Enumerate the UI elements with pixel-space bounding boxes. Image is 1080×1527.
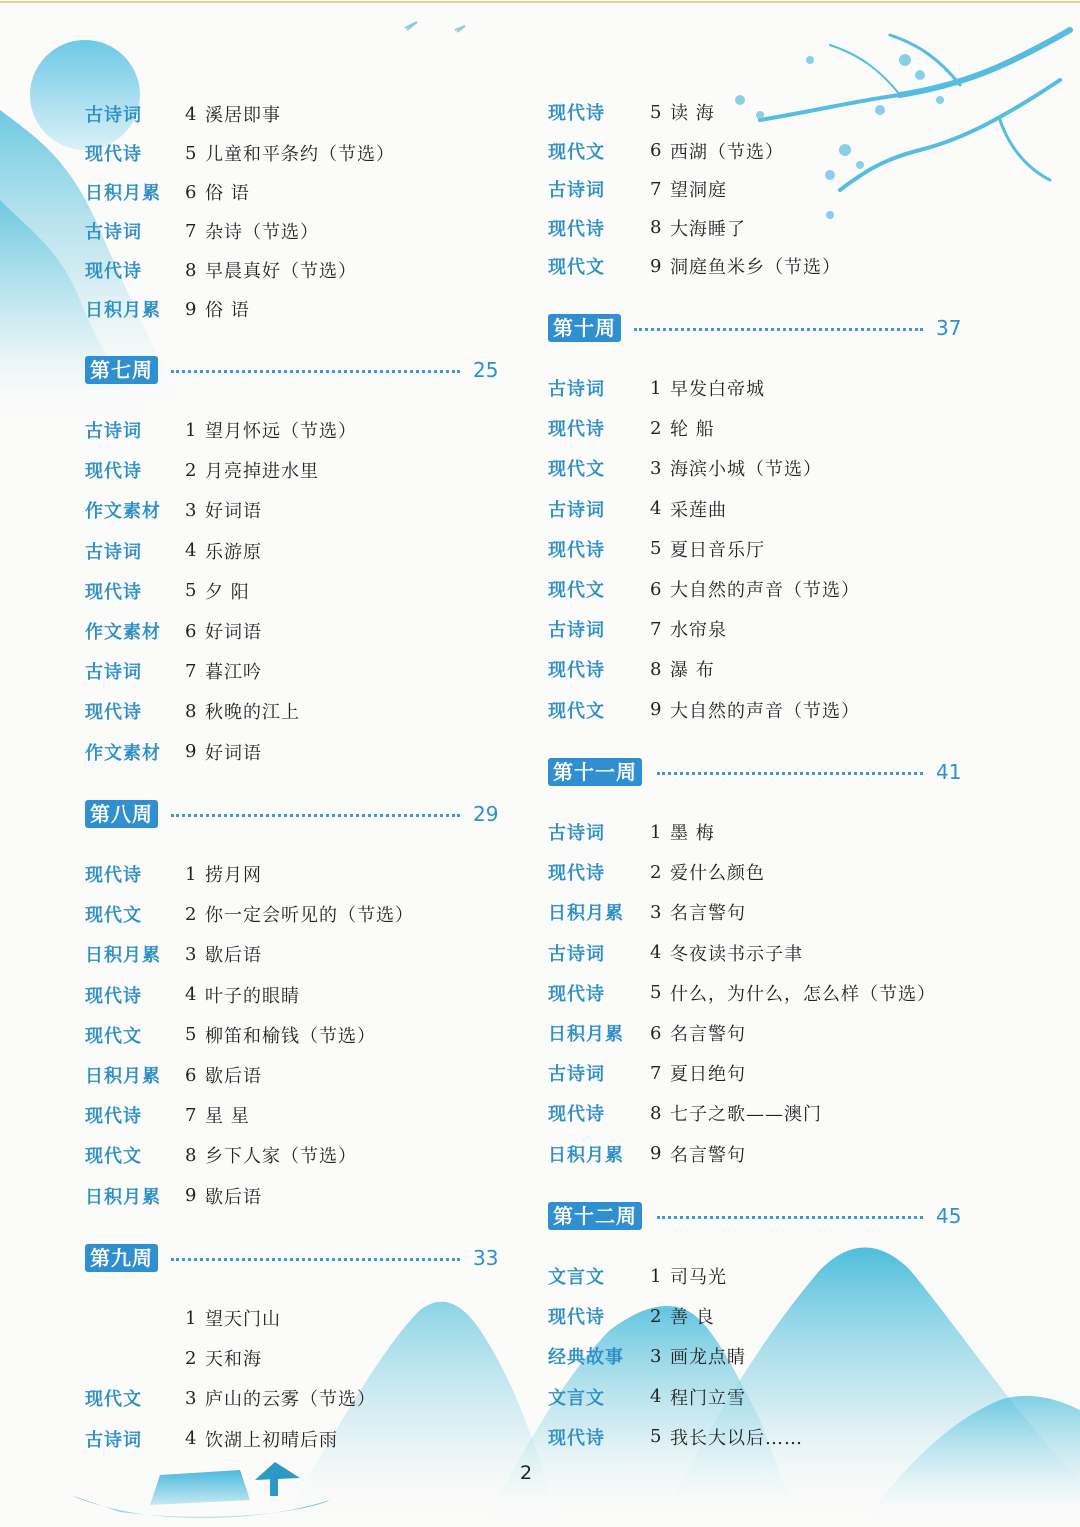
week-heading[interactable] [85, 1244, 505, 1274]
entry-title: 好词语 [205, 742, 262, 764]
week-label: 第十二周 [548, 1202, 642, 1230]
entry-category: 现代文 [548, 141, 605, 163]
entry-number: 9 [650, 699, 662, 721]
entry-title: 溪居即事 [205, 105, 281, 126]
entry-number: 8 [650, 1102, 662, 1124]
week-page-number: 33 [473, 1246, 499, 1270]
toc-entry[interactable] [548, 174, 968, 204]
entry-number: 5 [650, 1426, 662, 1448]
entry-title: 海滨小城（节选） [670, 459, 822, 481]
toc-entry[interactable] [85, 1383, 505, 1413]
entry-title: 七子之歌——澳门 [670, 1104, 822, 1126]
entry-category: 日积月累 [85, 1186, 161, 1208]
entry-number: 7 [650, 618, 662, 640]
entry-number: 3 [185, 1387, 197, 1409]
toc-entry[interactable] [548, 534, 968, 564]
toc-entry[interactable] [548, 614, 968, 644]
entry-category: 文言文 [548, 1267, 605, 1288]
entry-category: 古诗词 [85, 105, 142, 126]
toc-entry[interactable] [85, 899, 505, 929]
toc-entry[interactable] [548, 897, 968, 927]
toc-entry[interactable] [85, 696, 505, 726]
entry-category: 古诗词 [548, 1064, 605, 1086]
toc-entry[interactable] [85, 536, 505, 566]
entry-title: 乡下人家（节选） [205, 1146, 357, 1168]
toc-entry[interactable] [548, 1382, 968, 1412]
entry-category: 现代诗 [85, 865, 142, 886]
entry-number: 7 [650, 178, 662, 200]
toc-entry[interactable] [548, 373, 968, 403]
toc-entry[interactable] [85, 216, 505, 246]
entry-number: 4 [650, 942, 662, 964]
toc-entry[interactable] [548, 654, 968, 684]
entry-number: 6 [650, 1022, 662, 1044]
toc-entry[interactable] [548, 978, 968, 1008]
entry-category: 现代文 [85, 1025, 142, 1047]
entry-title: 什么，为什么，怎么样（节选） [670, 983, 936, 1005]
entry-category: 古诗词 [85, 1429, 142, 1451]
entry-category: 现代诗 [548, 660, 605, 682]
toc-entry[interactable] [548, 1058, 968, 1088]
entry-title: 读 海 [670, 103, 715, 124]
entry-title: 望洞庭 [670, 180, 727, 201]
entry-title: 善 良 [670, 1307, 715, 1329]
entry-number: 9 [650, 255, 662, 277]
toc-entry[interactable] [548, 817, 968, 847]
week-heading[interactable] [548, 1202, 968, 1232]
entry-category: 现代诗 [85, 144, 142, 165]
entry-number: 7 [185, 660, 197, 682]
entry-category: 日积月累 [85, 1066, 161, 1087]
entry-title: 轮 船 [670, 419, 715, 441]
week-heading[interactable] [85, 800, 505, 830]
toc-left-column [85, 0, 515, 1527]
entry-number: 4 [185, 984, 197, 1006]
entry-title: 程门立雪 [670, 1387, 746, 1409]
toc-entry[interactable] [85, 1303, 505, 1333]
week-label: 第十周 [548, 314, 621, 342]
entry-title: 俗 语 [205, 183, 250, 204]
entry-title: 歇后语 [205, 1186, 262, 1208]
entry-title: 杂诗（节选） [205, 222, 319, 243]
week-label: 第八周 [85, 800, 158, 828]
entry-category: 现代诗 [548, 863, 605, 885]
toc-entry[interactable] [548, 1341, 968, 1371]
entry-category: 现代文 [548, 257, 605, 278]
leader-dots [171, 814, 460, 817]
toc-entry[interactable] [548, 97, 968, 127]
entry-number: 6 [650, 578, 662, 600]
toc-entry[interactable] [548, 1422, 968, 1452]
entry-number: 9 [185, 1185, 197, 1207]
entry-title: 墨 梅 [670, 823, 715, 844]
entry-title: 大自然的声音（节选） [670, 700, 860, 722]
toc-entry[interactable] [548, 213, 968, 243]
toc-entry[interactable] [85, 1140, 505, 1170]
entry-category: 古诗词 [548, 620, 605, 642]
entry-number: 5 [650, 982, 662, 1004]
toc-right-column [548, 0, 968, 1527]
entry-number: 7 [185, 1104, 197, 1126]
entry-title: 瀑 布 [670, 660, 715, 682]
entry-category: 古诗词 [548, 943, 605, 965]
toc-entry[interactable] [85, 576, 505, 606]
entry-category: 现代诗 [548, 1104, 605, 1126]
entry-number: 4 [185, 103, 197, 125]
entry-category: 古诗词 [85, 662, 142, 684]
entry-title: 儿童和平条约（节选） [205, 144, 395, 165]
entry-number: 4 [650, 498, 662, 520]
week-page-number: 37 [936, 316, 962, 340]
entry-title: 水帘泉 [670, 620, 727, 642]
entry-title: 柳笛和榆钱（节选） [205, 1025, 376, 1047]
week-heading[interactable] [85, 356, 505, 386]
toc-entry[interactable] [85, 1424, 505, 1454]
entry-category: 现代文 [548, 580, 605, 601]
entry-number: 3 [185, 943, 197, 965]
entry-title: 名言警句 [670, 903, 746, 925]
entry-title: 冬夜读书示子聿 [670, 943, 803, 965]
entry-category: 现代诗 [548, 103, 605, 124]
entry-category: 现代诗 [548, 983, 605, 1005]
leader-dots [657, 1216, 923, 1219]
toc-entry[interactable] [85, 1181, 505, 1211]
entry-title: 秋晚的江上 [205, 702, 300, 724]
entry-category: 现代文 [85, 1389, 142, 1411]
entry-number: 8 [650, 217, 662, 238]
entry-number: 2 [185, 459, 197, 481]
entry-category: 日积月累 [548, 903, 624, 925]
entry-title: 天和海 [205, 1349, 262, 1371]
entry-title: 夏日绝句 [670, 1064, 746, 1086]
entry-number: 8 [185, 700, 197, 722]
entry-title: 望天门山 [205, 1309, 281, 1330]
entry-category: 现代诗 [85, 581, 142, 603]
entry-number: 1 [185, 863, 197, 885]
entry-number: 7 [185, 220, 197, 242]
entry-category: 日积月累 [85, 945, 161, 967]
entry-number: 5 [185, 142, 197, 164]
toc-entry[interactable] [85, 616, 505, 646]
entry-number: 1 [185, 419, 197, 441]
week-label: 第七周 [85, 356, 158, 384]
entry-category: 古诗词 [85, 541, 142, 563]
toc-entry[interactable] [85, 455, 505, 485]
toc-entry[interactable] [548, 1301, 968, 1331]
entry-title: 俗 语 [205, 300, 250, 321]
toc-entry[interactable] [548, 1139, 968, 1169]
entry-category: 文言文 [548, 1387, 605, 1409]
entry-title: 西湖（节选） [670, 141, 784, 163]
entry-category: 现代诗 [548, 419, 605, 441]
entry-number: 9 [185, 741, 197, 763]
entry-title: 早晨真好（节选） [205, 261, 357, 282]
entry-number: 2 [650, 417, 662, 439]
week-label: 第九周 [85, 1244, 158, 1272]
entry-category: 现代文 [548, 700, 605, 722]
entry-category: 古诗词 [85, 421, 142, 442]
leader-dots [634, 328, 923, 331]
entry-number: 3 [185, 499, 197, 521]
entry-number: 9 [650, 1143, 662, 1165]
entry-number: 6 [185, 181, 197, 203]
entry-category: 日积月累 [548, 1024, 624, 1045]
page-number: 2 [520, 1462, 533, 1484]
week-page-number: 29 [473, 802, 499, 826]
toc-entry[interactable] [85, 415, 505, 445]
week-label: 第十一周 [548, 758, 642, 786]
toc-entry[interactable] [548, 695, 968, 725]
entry-number: 9 [185, 298, 197, 320]
entry-category: 日积月累 [85, 183, 161, 204]
entry-category: 现代诗 [548, 539, 605, 561]
toc-entry[interactable] [85, 939, 505, 969]
entry-title: 望月怀远（节选） [205, 421, 357, 442]
entry-category: 现代诗 [548, 218, 605, 240]
toc-entry[interactable] [85, 294, 505, 324]
entry-category: 现代诗 [85, 1106, 142, 1128]
toc-entry[interactable] [85, 859, 505, 889]
entry-number: 8 [185, 259, 197, 281]
entry-number: 2 [650, 861, 662, 883]
entry-category: 作文素材 [85, 501, 161, 523]
entry-title: 乐游原 [205, 541, 262, 563]
entry-number: 8 [185, 1144, 197, 1166]
toc-entry[interactable] [548, 938, 968, 968]
entry-title: 歇后语 [205, 945, 262, 967]
entry-number: 6 [185, 1064, 197, 1086]
toc-entry[interactable] [548, 251, 968, 281]
entry-title: 叶子的眼睛 [205, 985, 300, 1007]
toc-entry[interactable] [85, 1100, 505, 1130]
toc-entry[interactable] [548, 1261, 968, 1291]
entry-number: 3 [650, 457, 662, 479]
entry-title: 洞庭鱼米乡（节选） [670, 257, 841, 278]
entry-category: 古诗词 [548, 823, 605, 844]
entry-number: 5 [650, 538, 662, 560]
entry-title: 早发白帝城 [670, 379, 765, 400]
entry-number: 4 [650, 1386, 662, 1408]
entry-title: 大海睡了 [670, 218, 746, 240]
entry-title: 暮江吟 [205, 662, 262, 684]
toc-entry[interactable] [548, 453, 968, 483]
entry-number: 6 [650, 140, 662, 161]
entry-title: 星 星 [205, 1106, 250, 1128]
week-heading[interactable] [548, 314, 968, 344]
entry-title: 名言警句 [670, 1024, 746, 1045]
toc-entry[interactable] [548, 494, 968, 524]
toc-entry[interactable] [548, 1018, 968, 1048]
leader-dots [171, 1258, 460, 1261]
entry-title: 饮湖上初晴后雨 [205, 1429, 338, 1451]
entry-category: 现代诗 [85, 261, 142, 282]
entry-title: 捞月网 [205, 865, 262, 886]
week-page-number: 25 [473, 358, 499, 382]
toc-entry[interactable] [85, 177, 505, 207]
entry-title: 好词语 [205, 622, 262, 643]
toc-entry[interactable] [85, 255, 505, 285]
entry-number: 3 [650, 1345, 662, 1367]
toc-entry[interactable] [85, 980, 505, 1010]
toc-entry[interactable] [85, 138, 505, 168]
toc-entry[interactable] [85, 737, 505, 767]
entry-title: 夕 阳 [205, 581, 250, 603]
entry-number: 1 [650, 1265, 662, 1287]
entry-number: 6 [185, 620, 197, 642]
toc-entry[interactable] [548, 136, 968, 166]
entry-title: 名言警句 [670, 1144, 746, 1166]
entry-category: 现代诗 [85, 461, 142, 483]
toc-entry[interactable] [548, 1098, 968, 1128]
entry-number: 5 [650, 101, 662, 123]
entry-category: 现代诗 [85, 985, 142, 1007]
entry-number: 5 [185, 1024, 197, 1046]
toc-entry[interactable] [85, 1020, 505, 1050]
entry-category: 现代诗 [85, 702, 142, 724]
entry-title: 司马光 [670, 1267, 727, 1288]
entry-title: 夏日音乐厅 [670, 539, 765, 561]
entry-category: 古诗词 [548, 379, 605, 400]
toc-entry[interactable] [548, 857, 968, 887]
entry-category: 现代文 [548, 459, 605, 481]
entry-category: 古诗词 [548, 499, 605, 521]
entry-number: 8 [650, 658, 662, 680]
entry-category: 现代文 [85, 1146, 142, 1168]
entry-category: 日积月累 [85, 300, 161, 321]
entry-category: 作文素材 [85, 742, 161, 764]
entry-category: 日积月累 [548, 1144, 624, 1166]
entry-number: 5 [185, 580, 197, 602]
toc-entry[interactable] [85, 99, 505, 129]
entry-number: 1 [650, 377, 662, 399]
leader-dots [171, 370, 460, 373]
toc-entry[interactable] [548, 413, 968, 443]
entry-title: 采莲曲 [670, 499, 727, 521]
entry-title: 画龙点睛 [670, 1347, 746, 1369]
entry-category: 作文素材 [85, 622, 161, 643]
entry-number: 3 [650, 901, 662, 923]
toc-entry[interactable] [85, 656, 505, 686]
leader-dots [657, 772, 923, 775]
entry-title: 你一定会听见的（节选） [205, 905, 414, 927]
toc-entry[interactable] [85, 495, 505, 525]
entry-title: 好词语 [205, 501, 262, 523]
entry-category: 现代文 [85, 905, 142, 927]
entry-category: 古诗词 [85, 222, 142, 243]
week-page-number: 45 [936, 1204, 962, 1228]
entry-number: 4 [185, 1428, 197, 1450]
toc-entry[interactable] [85, 1060, 505, 1090]
entry-category: 经典故事 [548, 1347, 624, 1369]
entry-number: 1 [185, 1307, 197, 1329]
entry-title: 月亮掉进水里 [205, 461, 319, 483]
week-page-number: 41 [936, 760, 962, 784]
entry-number: 2 [185, 903, 197, 925]
entry-number: 1 [650, 821, 662, 843]
entry-number: 4 [185, 540, 197, 562]
entry-category: 现代诗 [548, 1307, 605, 1329]
entry-title: 爱什么颜色 [670, 863, 765, 885]
entry-number: 7 [650, 1062, 662, 1084]
entry-title: 庐山的云雾（节选） [205, 1389, 376, 1411]
entry-category: 古诗词 [548, 180, 605, 201]
entry-title: 歇后语 [205, 1066, 262, 1087]
entry-title: 我长大以后…… [670, 1427, 803, 1449]
entry-number: 2 [650, 1305, 662, 1327]
toc-entry[interactable] [85, 1343, 505, 1373]
toc-entry[interactable] [548, 574, 968, 604]
week-heading[interactable] [548, 758, 968, 788]
entry-number: 2 [185, 1347, 197, 1369]
entry-title: 大自然的声音（节选） [670, 580, 860, 601]
entry-category: 现代诗 [548, 1427, 605, 1449]
